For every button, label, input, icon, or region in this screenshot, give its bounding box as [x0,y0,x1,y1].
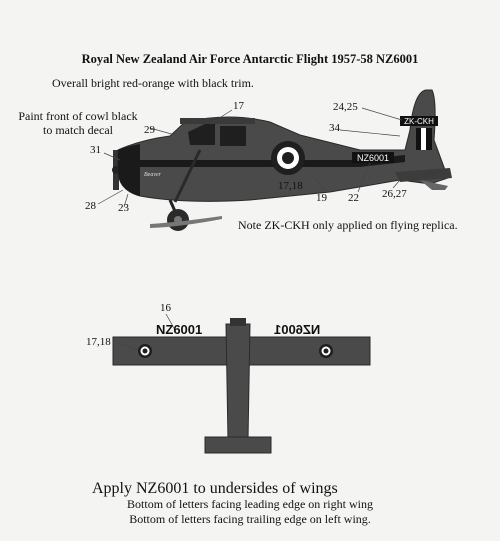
cowl-paint-note: Paint front of cowl black to match decal [18,109,138,137]
callout-29: 29 [144,124,155,136]
plan-nose [230,318,246,326]
replica-note: Note ZK-CKH only applied on flying replica. [238,218,458,232]
cowl-name: Beaver [144,172,161,178]
fin-stripe-2 [421,128,426,150]
callout-17-18-plan: 17,18 [86,336,111,348]
wing-serial-right: NZ6001 [274,322,321,337]
instruction-line-3: Bottom of letters facing trailing edge on left wing. [129,512,371,526]
instruction-line-1: Apply NZ6001 to undersides of wings [92,480,338,497]
roundel-center [282,152,294,164]
cabin-window [220,126,246,146]
wing-serial-left: NZ6001 [156,322,203,337]
plan-view [113,314,370,453]
callout-17-18: 17,18 [278,180,303,192]
tail-registration: ZK-CKH [404,117,434,126]
callout-16: 16 [160,302,171,314]
plan-tailplane [205,437,271,453]
callout-23: 23 [118,202,129,214]
cowl-front [118,144,140,196]
callout-24-25: 24,25 [333,101,358,113]
fin-stripe-1 [416,128,421,150]
instruction-line-2: Bottom of letters facing leading edge on right wing [127,497,373,511]
callout-28: 28 [85,200,96,212]
callout-26-27: 26,27 [382,188,407,200]
callout-17: 17 [233,100,244,112]
page-title: Royal New Zealand Air Force Antarctic Flight 1957-58 NZ6001 [81,52,419,66]
fin-stripe-3 [426,128,432,150]
callout-34: 34 [329,122,340,134]
plan-fuselage [226,324,250,440]
callout-19: 19 [316,192,327,204]
paint-scheme-note: Overall bright red-orange with black trim. [52,76,254,90]
callout-31: 31 [90,144,101,156]
fuselage-serial: NZ6001 [356,153,390,163]
callout-22: 22 [348,192,359,204]
